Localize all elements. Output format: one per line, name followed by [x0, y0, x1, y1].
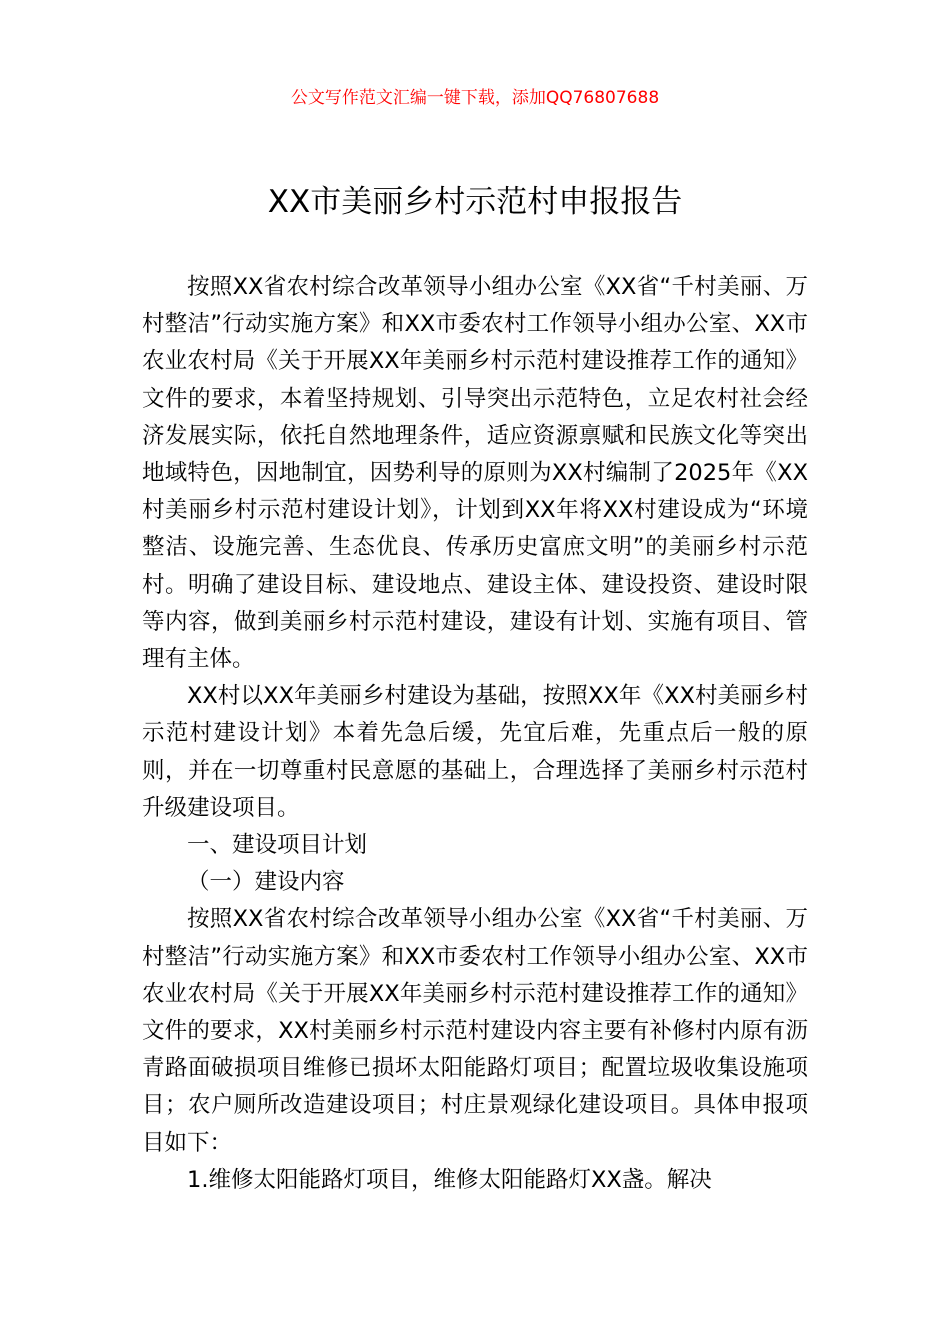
watermark-banner: 公文写作范文汇编一键下载，添加QQ76807688	[290, 88, 660, 108]
section-heading: 一、建设项目计划	[187, 832, 368, 859]
paragraph: 1.维修太阳能路灯项目，维修太阳能路灯XX盏。解决	[187, 1166, 712, 1193]
document-body	[142, 269, 808, 1199]
paragraph: 按照XX省农村综合改革领导小组办公室《XX省“千村美丽、万村整洁”行动实施方案》和XX市委农村工作领导小组办公室、XX市农业农村局《关于开展XX年美丽乡村示范村建设推荐工作的通知》文件的要求，XX村美丽乡村示范村建设内容主要有补修村内原有沥青路面破损项目维修已损坏太阳能路灯项目；配置垃圾收集设施项目；农户厕所改造建设项目；村庄景观绿化建设项目。具体申报项目如下：	[142, 906, 808, 1156]
paragraph: 按照XX省农村综合改革领导小组办公室《XX省“千村美丽、万村整洁”行动实施方案》和XX市委农村工作领导小组办公室、XX市农业农村局《关于开展XX年美丽乡村示范村建设推荐工作的通知》文件的要求，本着坚持规划、引导突出示范特色，立足农村社会经济发展实际，依托自然地理条件，适应资源禀赋和民族文化等突出地域特色，因地制宜，因势利导的原则为XX村编制了2025年《XX村美丽乡村示范村建设计划》，计划到XX年将XX村建设成为“环境整洁、设施完善、生态优良、传承历史富庶文明”的美丽乡村示范村。明确了建设目标、建设地点、建设主体、建设投资、建设时限等内容，做到美丽乡村示范村建设，建设有计划、实施有项目、管理有主体。	[142, 274, 808, 673]
document-title: XX市美丽乡村示范村申报报告	[267, 184, 683, 220]
paragraph: XX村以XX年美丽乡村建设为基础，按照XX年《XX村美丽乡村示范村建设计划》本着先急后缓，先宜后难，先重点后一般的原则，并在一切尊重村民意愿的基础上，合理选择了美丽乡村示范村升级建设项目。	[142, 683, 808, 821]
subsection-heading: （一）建设内容	[187, 869, 345, 896]
